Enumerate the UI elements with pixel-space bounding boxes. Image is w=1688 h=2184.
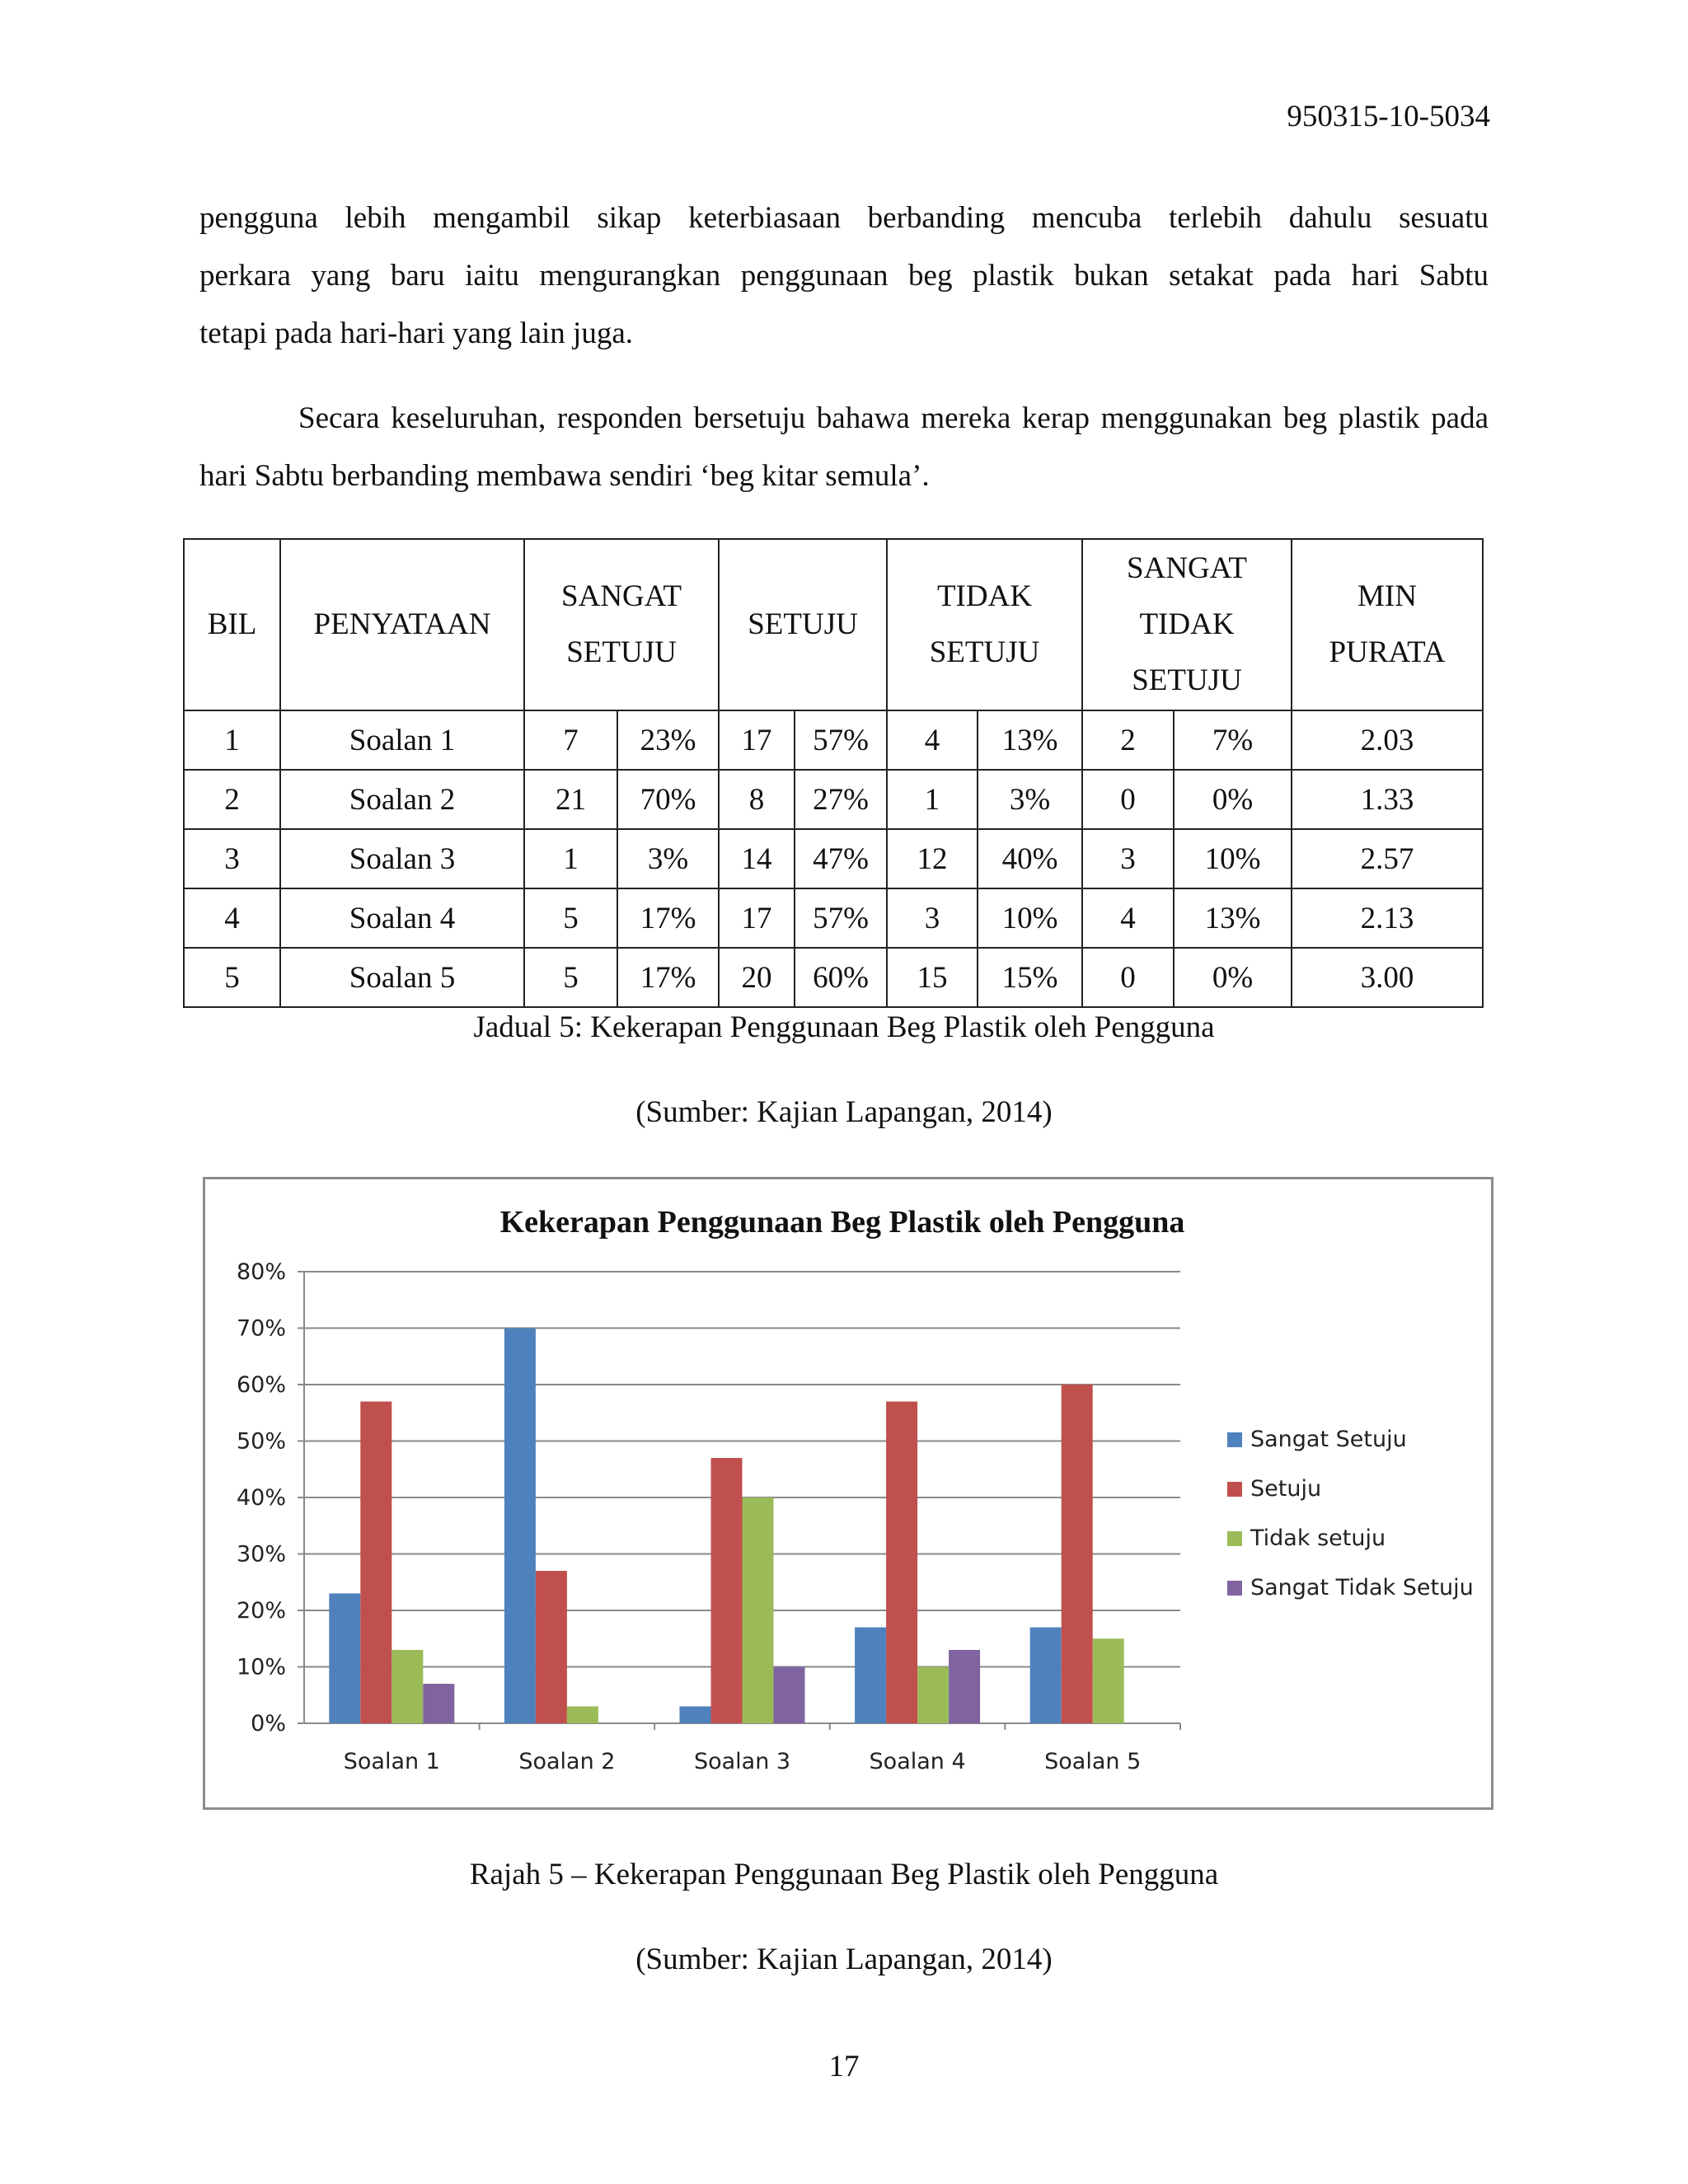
- table-cell-penyataan: Soalan 3: [280, 829, 524, 888]
- table-cell-ts-n: 1: [887, 770, 978, 829]
- x-category-label: Soalan 2: [518, 1749, 616, 1774]
- table-cell-s-n: 8: [719, 770, 795, 829]
- chart-title: Kekerapan Penggunaan Beg Plastik oleh Pengguna: [499, 1205, 1185, 1240]
- table-cell-ts-p: 13%: [978, 710, 1082, 770]
- table-cell-penyataan: Soalan 1: [280, 710, 524, 770]
- bar-sangat-tidak-setuju: [949, 1650, 980, 1723]
- table-cell-bil: 5: [184, 948, 280, 1007]
- paragraph-1-line: pengguna lebih mengambil sikap keterbiasaan berbanding mencuba terlebih dahulu sesuatu: [199, 201, 1489, 235]
- header-text: PURATA: [1329, 635, 1446, 669]
- y-tick-label: 10%: [236, 1654, 286, 1680]
- table-cell-min: 2.57: [1292, 829, 1483, 888]
- header-min-purata: [1292, 539, 1483, 710]
- table-cell-sts-p: 13%: [1174, 888, 1292, 948]
- legend-label: Setuju: [1250, 1476, 1322, 1502]
- document-id: 950315-10-5034: [1287, 100, 1490, 134]
- x-category-label: Soalan 5: [1044, 1749, 1142, 1774]
- legend-label: Sangat Setuju: [1250, 1427, 1407, 1452]
- bar-sangat-tidak-setuju: [423, 1684, 454, 1723]
- bar-tidak-setuju: [917, 1667, 949, 1724]
- header-text: TIDAK: [1139, 607, 1235, 641]
- table-cell-ts-p: 15%: [978, 948, 1082, 1007]
- table-cell-ts-n: 12: [887, 829, 978, 888]
- table-cell-min: 2.03: [1292, 710, 1483, 770]
- table-cell-bil: 2: [184, 770, 280, 829]
- bar-sangat-setuju: [1030, 1628, 1062, 1723]
- table-header-row: [184, 539, 1483, 710]
- table-cell-s-n: 20: [719, 948, 795, 1007]
- x-category-label: Soalan 4: [869, 1749, 966, 1774]
- figure-source: (Sumber: Kajian Lapangan, 2014): [635, 1943, 1053, 1976]
- data-table: [183, 538, 1484, 1008]
- table-caption: Jadual 5: Kekerapan Penggunaan Beg Plastik oleh Pengguna: [473, 1010, 1215, 1044]
- table-cell-ss-p: 17%: [617, 888, 719, 948]
- header-text: SETUJU: [566, 635, 677, 669]
- table-cell-ts-n: 3: [887, 888, 978, 948]
- table-cell-ts-p: 10%: [978, 888, 1082, 948]
- x-category-label: Soalan 3: [693, 1749, 791, 1774]
- bar-sangat-setuju: [855, 1628, 886, 1723]
- table-cell-s-p: 47%: [795, 829, 887, 888]
- table-cell-s-p: 57%: [795, 888, 887, 948]
- table-cell-bil: 1: [184, 710, 280, 770]
- bar-setuju: [711, 1458, 743, 1723]
- y-tick-label: 20%: [236, 1598, 286, 1624]
- paragraph-1: [199, 190, 1489, 363]
- table-cell-bil: 3: [184, 829, 280, 888]
- legend-swatch: [1227, 1482, 1242, 1497]
- y-tick-label: 70%: [236, 1315, 286, 1342]
- table-cell-sts-n: 2: [1082, 710, 1174, 770]
- table-source: (Sumber: Kajian Lapangan, 2014): [635, 1095, 1053, 1129]
- table-cell-min: 1.33: [1292, 770, 1483, 829]
- chart-canvas: [205, 1179, 1491, 1807]
- y-tick-label: 40%: [236, 1485, 286, 1511]
- header-text: SANGAT: [561, 579, 682, 613]
- bar-sangat-setuju: [329, 1593, 360, 1723]
- table-cell-sts-n: 3: [1082, 829, 1174, 888]
- bar-tidak-setuju: [392, 1650, 423, 1723]
- table-cell-bil: 4: [184, 888, 280, 948]
- header-penyataan: PENYATAAN: [280, 539, 524, 710]
- table-cell-s-n: 17: [719, 710, 795, 770]
- legend-label: Tidak setuju: [1250, 1526, 1386, 1551]
- legend-swatch: [1227, 1432, 1242, 1447]
- bar-sangat-setuju: [504, 1329, 536, 1724]
- paragraph-2: Secara keseluruhan, responden bersetuju bahawa mereka kerap menggunakan beg plastik pada hari Sabtu berbanding membawa sendiri ‘beg kitar semula’.: [199, 401, 1489, 493]
- figure-caption: Rajah 5 – Kekerapan Penggunaan Beg Plastik oleh Pengguna: [469, 1858, 1219, 1891]
- table-row: [184, 948, 1483, 1007]
- table-cell-ss-n: 5: [524, 888, 617, 948]
- y-tick-label: 80%: [236, 1259, 286, 1285]
- header-setuju: SETUJU: [719, 539, 887, 710]
- table-row: [184, 829, 1483, 888]
- header-bil: BIL: [184, 539, 280, 710]
- bar-setuju: [886, 1402, 917, 1723]
- header-text: TIDAK: [936, 579, 1033, 613]
- table-cell-sts-p: 7%: [1174, 710, 1292, 770]
- y-tick-label: 60%: [236, 1372, 286, 1398]
- table-cell-sts-p: 10%: [1174, 829, 1292, 888]
- bar-setuju: [536, 1571, 567, 1723]
- header-text: SANGAT: [1127, 551, 1247, 585]
- table-cell-ts-p: 3%: [978, 770, 1082, 829]
- table-row: [184, 710, 1483, 770]
- table-cell-penyataan: Soalan 5: [280, 948, 524, 1007]
- table-cell-s-p: 60%: [795, 948, 887, 1007]
- bar-sangat-tidak-setuju: [774, 1667, 805, 1724]
- header-tidak-setuju: [887, 539, 1082, 710]
- table-cell-ss-n: 7: [524, 710, 617, 770]
- table-cell-sts-n: 0: [1082, 770, 1174, 829]
- paragraph-1-line: perkara yang baru iaitu mengurangkan penggunaan beg plastik bukan setakat pada hari Sabtu: [199, 259, 1489, 293]
- table-cell-s-p: 57%: [795, 710, 887, 770]
- bar-setuju: [1062, 1385, 1093, 1723]
- table-row: [184, 888, 1483, 948]
- table-cell-s-n: 14: [719, 829, 795, 888]
- table-cell-ss-p: 23%: [617, 710, 719, 770]
- table-cell-ss-n: 5: [524, 948, 617, 1007]
- legend-swatch: [1227, 1531, 1242, 1546]
- table-cell-s-p: 27%: [795, 770, 887, 829]
- table-row: [184, 770, 1483, 829]
- bar-setuju: [360, 1402, 392, 1723]
- table-cell-ss-p: 70%: [617, 770, 719, 829]
- y-tick-label: 0%: [251, 1711, 286, 1736]
- table-cell-sts-p: 0%: [1174, 770, 1292, 829]
- bar-tidak-setuju: [743, 1497, 774, 1723]
- table-cell-sts-p: 0%: [1174, 948, 1292, 1007]
- x-category-label: Soalan 1: [343, 1749, 440, 1774]
- table-cell-ts-n: 4: [887, 710, 978, 770]
- table-cell-s-n: 17: [719, 888, 795, 948]
- table-cell-ss-p: 17%: [617, 948, 719, 1007]
- table-cell-min: 2.13: [1292, 888, 1483, 948]
- y-tick-label: 30%: [236, 1541, 286, 1568]
- legend-label: Sangat Tidak Setuju: [1250, 1575, 1474, 1601]
- header-text: SETUJU: [929, 635, 1040, 669]
- table-cell-penyataan: Soalan 2: [280, 770, 524, 829]
- bar-tidak-setuju: [567, 1706, 598, 1723]
- paragraph-1-line: tetapi pada hari-hari yang lain juga.: [199, 316, 634, 350]
- header-text: SETUJU: [1132, 663, 1242, 697]
- table-cell-ss-n: 21: [524, 770, 617, 829]
- bar-sangat-setuju: [680, 1706, 711, 1723]
- table-cell-sts-n: 0: [1082, 948, 1174, 1007]
- table-cell-ss-p: 3%: [617, 829, 719, 888]
- header-sangat-setuju: [524, 539, 719, 710]
- y-tick-label: 50%: [236, 1428, 286, 1455]
- bar-tidak-setuju: [1093, 1638, 1124, 1723]
- table-cell-sts-n: 4: [1082, 888, 1174, 948]
- page-number: 17: [828, 2050, 860, 2083]
- table-cell-ss-n: 1: [524, 829, 617, 888]
- legend-swatch: [1227, 1581, 1242, 1596]
- bar-chart: [203, 1177, 1493, 1810]
- table-cell-penyataan: Soalan 4: [280, 888, 524, 948]
- table-cell-ts-p: 40%: [978, 829, 1082, 888]
- table-cell-ts-n: 15: [887, 948, 978, 1007]
- header-sangat-tidak-setuju: [1082, 539, 1292, 710]
- header-text: MIN: [1357, 579, 1417, 613]
- table-cell-min: 3.00: [1292, 948, 1483, 1007]
